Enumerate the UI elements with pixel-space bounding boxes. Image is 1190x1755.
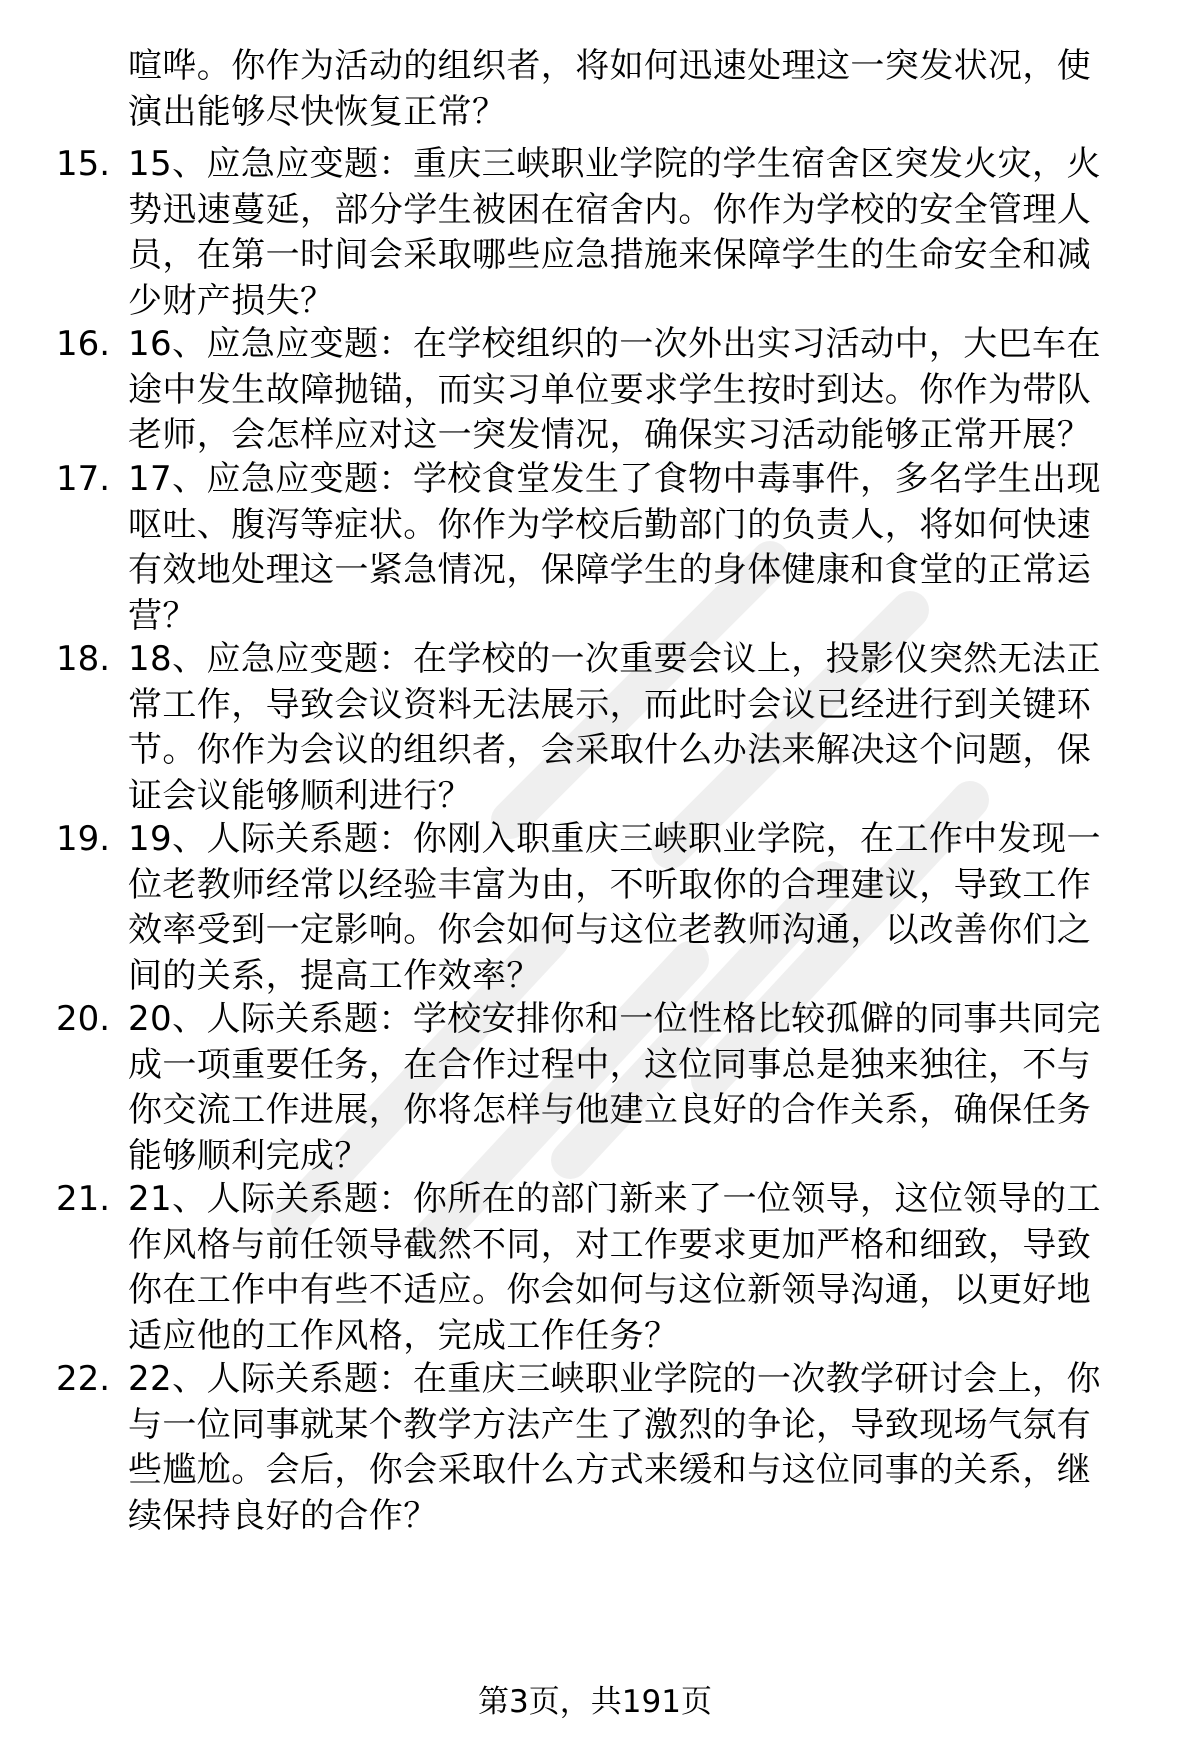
question-text: 17、应急应变题：学校食堂发生了食物中毒事件，多名学生出现 呕吐、腹泻等症状。你作为学校后勤部门的负责人，将如何快速 有效地处理这一紧急情况，保障学生的身体健康和食堂的正常运 营？ — [128, 459, 1101, 636]
question-text: 19、人际关系题：你刚入职重庆三峡职业学院，在工作中发现一 位老教师经常以经验丰富为由，不听取你的合理建议，导致工作 效率受到一定影响。你会如何与这位老教师沟通，以改善你们之 间的关系，提高工作效率？ — [128, 819, 1101, 996]
question-number: 15. — [56, 144, 111, 184]
question-text: 16、应急应变题：在学校组织的一次外出实习活动中，大巴车在 途中发生故障抛锚，而实习单位要求学生按时到达。你作为带队 老师，会怎样应对这一突发情况，确保实习活动能够正常开展？ — [128, 324, 1101, 455]
question-number: 17. — [56, 459, 111, 499]
question-text: 21、人际关系题：你所在的部门新来了一位领导，这位领导的工 作风格与前任领导截然不同，对工作要求更加严格和细致，导致 你在工作中有些不适应。你会如何与这位新领导沟通，以更好地 适应他的工作风格，完成工作任务？ — [128, 1179, 1101, 1356]
question-number: 20. — [56, 999, 111, 1039]
question-number: 19. — [56, 819, 111, 859]
question-text: 18、应急应变题：在学校的一次重要会议上，投影仪突然无法正 常工作，导致会议资料无法展示，而此时会议已经进行到关键环 节。你作为会议的组织者，会采取什么办法来解决这个问题，保 证会议能够顺利进行？ — [128, 639, 1101, 816]
page-number-footer: 第3页，共191页 — [478, 1684, 712, 1720]
question-text: 15、应急应变题：重庆三峡职业学院的学生宿舍区突发火灾，火 势迅速蔓延，部分学生被困在宿舍内。你作为学校的安全管理人 员，在第一时间会采取哪些应急措施来保障学生的生命安全和减 少财产损失？ — [128, 144, 1101, 321]
question-number: 16. — [56, 324, 111, 364]
question-text: 喧哗。你作为活动的组织者，将如何迅速处理这一突发状况，使 演出能够尽快恢复正常？ — [128, 46, 1092, 132]
question-text: 22、人际关系题：在重庆三峡职业学院的一次教学研讨会上，你 与一位同事就某个教学方法产生了激烈的争论，导致现场气氛有 些尴尬。会后，你会采取什么方式来缓和与这位同事的关系，继 续保持良好的合作？ — [128, 1359, 1101, 1536]
question-number: 18. — [56, 639, 111, 679]
question-text: 20、人际关系题：学校安排你和一位性格比较孤僻的同事共同完 成一项重要任务，在合作过程中，这位同事总是独来独往，不与 你交流工作进展，你将怎样与他建立良好的合作关系，确保任务 能够顺利完成？ — [128, 999, 1101, 1176]
question-number: 22. — [56, 1359, 111, 1399]
question-number: 21. — [56, 1179, 111, 1219]
